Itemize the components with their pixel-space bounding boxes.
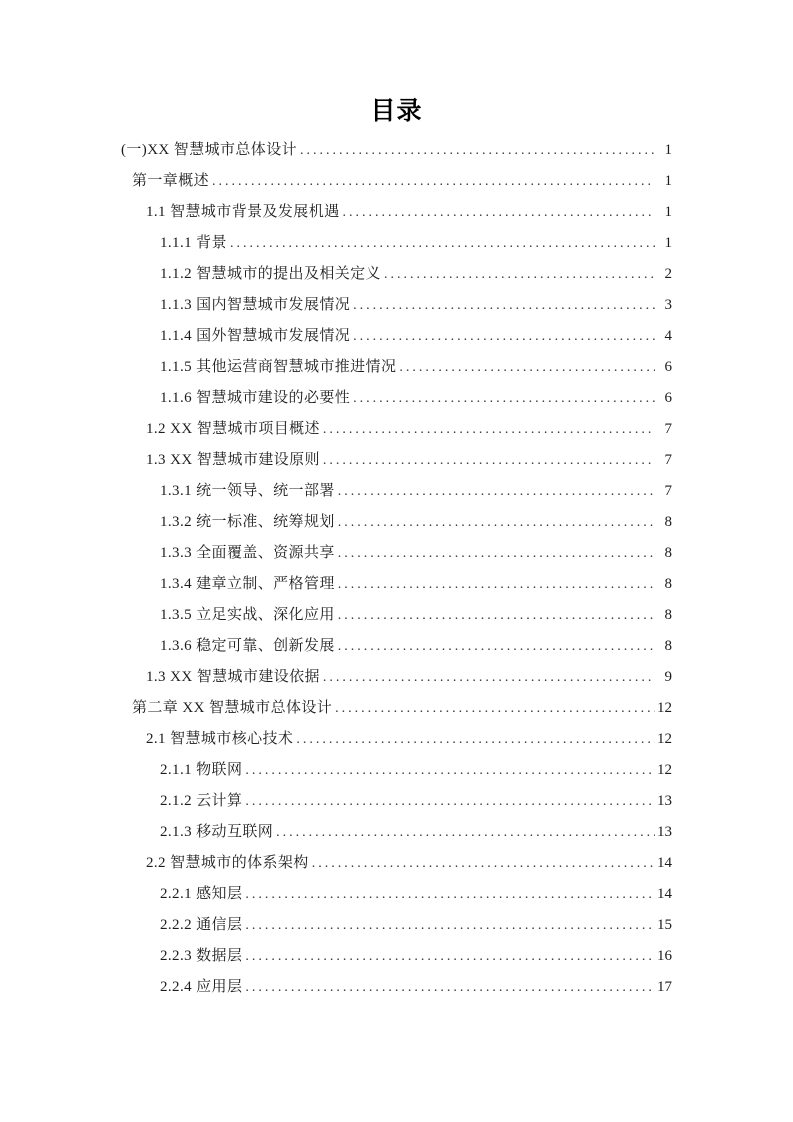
toc-entry[interactable] xyxy=(121,886,672,903)
toc-entry-page: 8 xyxy=(664,638,672,654)
toc-dot-leader xyxy=(338,638,655,655)
toc-dot-leader xyxy=(343,204,655,221)
toc-entry-page: 16 xyxy=(657,948,672,964)
toc-dot-leader xyxy=(335,700,655,717)
toc-entry[interactable] xyxy=(121,297,672,314)
toc-dot-leader xyxy=(353,328,655,345)
toc-entry-label: 2.2.1 感知层 xyxy=(160,886,243,902)
toc-entry-page: 1 xyxy=(664,204,672,220)
toc-entry-page: 13 xyxy=(657,793,672,809)
toc-entry-page: 6 xyxy=(664,359,672,375)
toc-entry-label: 2.2.3 数据层 xyxy=(160,948,243,964)
toc-entry-page: 14 xyxy=(657,855,672,871)
toc-dot-leader xyxy=(338,576,655,593)
toc-entry-page: 1 xyxy=(664,142,672,158)
toc-entry-label: 1.1.5 其他运营商智慧城市推进情况 xyxy=(160,359,397,375)
toc-entry-page: 3 xyxy=(664,297,672,313)
toc-entry-page: 7 xyxy=(664,452,672,468)
toc-entry[interactable] xyxy=(121,576,672,593)
toc-entry-page: 9 xyxy=(664,669,672,685)
toc-entry-label: 1.3 XX 智慧城市建设原则 xyxy=(146,452,320,468)
toc-dot-leader xyxy=(296,731,655,748)
toc-dot-leader xyxy=(276,824,655,841)
toc-entry-page: 13 xyxy=(657,824,672,840)
toc-entry[interactable] xyxy=(121,173,672,190)
toc-entry[interactable] xyxy=(121,266,672,283)
toc-dot-leader xyxy=(300,142,655,159)
toc-entry[interactable] xyxy=(121,824,672,841)
toc-entry-label: 1.3.1 统一领导、统一部署 xyxy=(160,483,335,499)
toc-entry[interactable] xyxy=(121,235,672,252)
toc-dot-leader xyxy=(245,979,655,996)
toc-dot-leader xyxy=(245,762,655,779)
toc-dot-leader xyxy=(338,483,655,500)
toc-entry[interactable] xyxy=(121,328,672,345)
toc-dot-leader xyxy=(338,607,655,624)
toc-dot-leader xyxy=(353,390,655,407)
toc-entry-page: 12 xyxy=(657,731,672,747)
toc-entry-page: 1 xyxy=(664,173,672,189)
toc-entry-page: 1 xyxy=(664,235,672,251)
toc-entry[interactable] xyxy=(121,142,672,159)
toc-list xyxy=(121,142,672,996)
toc-entry-page: 14 xyxy=(657,886,672,902)
toc-entry-label: 1.1.6 智慧城市建设的必要性 xyxy=(160,390,351,406)
toc-entry[interactable] xyxy=(121,545,672,562)
page-title: 目录 xyxy=(370,98,423,125)
toc-entry-label: (一)XX 智慧城市总体设计 xyxy=(121,142,298,158)
toc-entry-page: 8 xyxy=(664,545,672,561)
toc-entry[interactable] xyxy=(121,700,672,717)
toc-dot-leader xyxy=(245,917,655,934)
toc-entry-label: 1.3 XX 智慧城市建设依据 xyxy=(146,669,320,685)
toc-dot-leader xyxy=(230,235,655,252)
toc-dot-leader xyxy=(323,421,655,438)
toc-entry-page: 8 xyxy=(664,514,672,530)
toc-entry-page: 2 xyxy=(664,266,672,282)
toc-entry-label: 1.3.5 立足实战、深化应用 xyxy=(160,607,335,623)
toc-dot-leader xyxy=(323,669,655,686)
toc-entry-label: 2.2.4 应用层 xyxy=(160,979,243,995)
toc-dot-leader xyxy=(245,948,655,965)
toc-entry-page: 17 xyxy=(657,979,672,995)
toc-dot-leader xyxy=(338,545,655,562)
toc-entry-label: 2.1.1 物联网 xyxy=(160,762,243,778)
toc-entry-label: 第一章概述 xyxy=(132,173,210,189)
toc-entry[interactable] xyxy=(121,452,672,469)
toc-entry[interactable] xyxy=(121,979,672,996)
toc-entry[interactable] xyxy=(121,607,672,624)
toc-entry-page: 8 xyxy=(664,576,672,592)
toc-entry-label: 1.1.4 国外智慧城市发展情况 xyxy=(160,328,351,344)
toc-entry[interactable] xyxy=(121,638,672,655)
toc-entry[interactable] xyxy=(121,669,672,686)
toc-entry[interactable] xyxy=(121,917,672,934)
toc-entry-label: 2.2.2 通信层 xyxy=(160,917,243,933)
toc-entry-label: 1.1.3 国内智慧城市发展情况 xyxy=(160,297,351,313)
toc-entry[interactable] xyxy=(121,390,672,407)
toc-dot-leader xyxy=(353,297,655,314)
toc-entry-label: 1.3.2 统一标准、统筹规划 xyxy=(160,514,335,530)
toc-entry[interactable] xyxy=(121,421,672,438)
toc-dot-leader xyxy=(384,266,655,283)
toc-entry[interactable] xyxy=(121,204,672,221)
toc-entry-label: 2.1.2 云计算 xyxy=(160,793,243,809)
toc-entry-label: 2.1 智慧城市核心技术 xyxy=(146,731,294,747)
toc-dot-leader xyxy=(245,886,655,903)
toc-entry-label: 1.3.4 建章立制、严格管理 xyxy=(160,576,335,592)
toc-entry[interactable] xyxy=(121,948,672,965)
toc-entry-label: 1.2 XX 智慧城市项目概述 xyxy=(146,421,320,437)
toc-entry-label: 2.1.3 移动互联网 xyxy=(160,824,274,840)
toc-entry-page: 7 xyxy=(664,483,672,499)
toc-entry-page: 6 xyxy=(664,390,672,406)
toc-entry[interactable] xyxy=(121,731,672,748)
toc-entry[interactable] xyxy=(121,762,672,779)
toc-dot-leader xyxy=(245,793,655,810)
toc-entry-label: 2.2 智慧城市的体系架构 xyxy=(146,855,309,871)
toc-entry[interactable] xyxy=(121,359,672,376)
toc-entry[interactable] xyxy=(121,855,672,872)
toc-entry-page: 12 xyxy=(657,700,672,716)
toc-entry-label: 第二章 XX 智慧城市总体设计 xyxy=(132,700,333,716)
toc-dot-leader xyxy=(399,359,655,376)
toc-entry-page: 4 xyxy=(664,328,672,344)
toc-entry[interactable] xyxy=(121,793,672,810)
toc-dot-leader xyxy=(312,855,655,872)
toc-entry[interactable] xyxy=(121,514,672,531)
toc-dot-leader xyxy=(338,514,655,531)
toc-entry-label: 1.1 智慧城市背景及发展机遇 xyxy=(146,204,340,220)
toc-entry-page: 8 xyxy=(664,607,672,623)
toc-dot-leader xyxy=(212,173,655,190)
toc-dot-leader xyxy=(323,452,655,469)
toc-entry-page: 12 xyxy=(657,762,672,778)
toc-entry-page: 7 xyxy=(664,421,672,437)
toc-entry-label: 1.1.2 智慧城市的提出及相关定义 xyxy=(160,266,381,282)
toc-entry-label: 1.3.6 稳定可靠、创新发展 xyxy=(160,638,335,654)
toc-entry-label: 1.1.1 背景 xyxy=(160,235,227,251)
toc-entry-label: 1.3.3 全面覆盖、资源共享 xyxy=(160,545,335,561)
toc-entry[interactable] xyxy=(121,483,672,500)
toc-entry-page: 15 xyxy=(657,917,672,933)
